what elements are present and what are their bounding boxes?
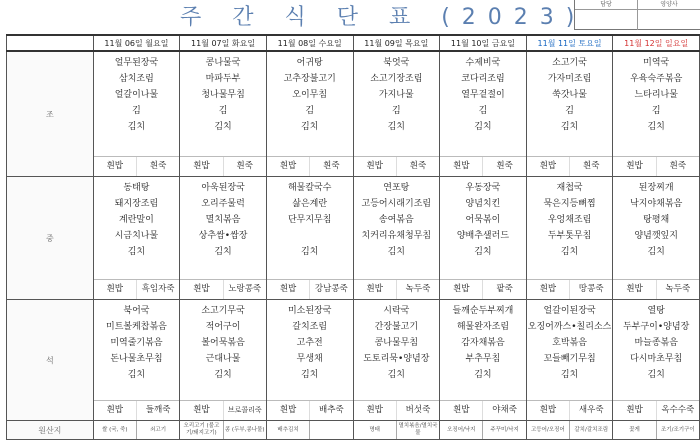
porridge-item: 노랑콩죽 xyxy=(223,280,266,299)
menu-cell xyxy=(180,177,267,300)
origin-cell xyxy=(180,421,267,440)
menu-item: 오징어까스•칠리소스 xyxy=(527,322,612,332)
menu-item: 김치 xyxy=(387,247,405,257)
menu-item: 오리주물럭 xyxy=(201,199,245,209)
menu-item: 김 xyxy=(565,106,574,116)
menu-item: 고추장불고기 xyxy=(283,74,336,84)
menu-item: 김 xyxy=(132,106,141,116)
menu-cell xyxy=(353,51,440,177)
rice-item: 흰밥 xyxy=(106,284,123,294)
menu-item: 우육숙주볶음 xyxy=(630,74,683,84)
porridge-item: 팥죽 xyxy=(482,280,525,299)
menu-cell xyxy=(180,300,267,421)
menu-item: 마파두부 xyxy=(205,74,241,84)
menu-item: 고추전 xyxy=(296,338,323,348)
menu-item: 돼지장조림 xyxy=(114,199,159,209)
menu-item: 김치 xyxy=(560,122,579,132)
menu-table xyxy=(6,34,700,440)
menu-item: 된장찌개 xyxy=(638,183,674,193)
menu-item: 김치 xyxy=(647,122,665,132)
menu-item: 콩나물국 xyxy=(205,58,241,68)
porridge-item: 녹두죽 xyxy=(656,280,699,299)
porridge-item: 흰죽 xyxy=(569,157,612,176)
origin-text: 콩 (두부,콩나물) xyxy=(223,421,266,439)
menu-cell xyxy=(353,177,440,300)
menu-item: 열무겉절이 xyxy=(461,90,505,100)
porridge-item: 브로콜리죽 xyxy=(223,401,266,420)
rice-item: 흰밥 xyxy=(626,405,643,415)
menu-cell xyxy=(93,177,180,300)
menu-item: 미소된장국 xyxy=(287,306,332,316)
menu-item: 북어국 xyxy=(123,306,150,316)
menu-item: 감자채볶음 xyxy=(461,338,505,348)
menu-item: 들깨순두부찌개 xyxy=(452,306,514,316)
rice-item: 흰밥 xyxy=(539,161,557,171)
menu-item: 두부톳무침 xyxy=(547,231,592,241)
menu-item: 김치 xyxy=(300,370,319,380)
origin-text: 멸치볶음/멸치국물 xyxy=(396,421,439,439)
rice-item: 흰밥 xyxy=(279,405,297,415)
rice-item: 흰밥 xyxy=(106,161,123,171)
menu-item: 간장불고기 xyxy=(374,322,419,332)
origin-text: 오징어/낙지 xyxy=(447,426,476,433)
origin-cell xyxy=(93,421,180,440)
menu-item: 김 xyxy=(391,106,401,116)
menu-item: 미역국 xyxy=(643,58,670,68)
menu-item: 김치 xyxy=(474,370,492,380)
porridge-item: 흰죽 xyxy=(136,157,179,176)
menu-item: 김치 xyxy=(474,247,492,257)
menu-item: 양념깻잎지 xyxy=(634,231,678,241)
rice-item: 흰밥 xyxy=(453,161,470,171)
menu-item: 코다리조림 xyxy=(461,74,505,84)
menu-item: 갈치조림 xyxy=(292,322,328,332)
menu-item: 얼갈이된장국 xyxy=(543,306,596,316)
menu-cell xyxy=(266,300,353,421)
page-title: 주 간 식 단 표 (2023) xyxy=(180,5,587,30)
rice-item: 흰밥 xyxy=(626,161,643,171)
rice-item: 흰밥 xyxy=(453,405,470,415)
rice-item: 흰밥 xyxy=(366,405,383,415)
menu-item: 얼갈이나물 xyxy=(114,90,159,100)
menu-item: 무생채 xyxy=(296,354,323,364)
rice-item: 흰밥 xyxy=(193,284,210,294)
origin-text xyxy=(309,421,352,439)
menu-item: 소고기장조림 xyxy=(370,74,423,84)
menu-item: 양배추샐러드 xyxy=(456,231,510,241)
origin-cell xyxy=(440,421,527,440)
menu-cell xyxy=(526,51,613,177)
origin-text: 오리고기 (불고기/돼지고기) xyxy=(183,423,220,436)
day-header-saturday: 11월 11일 토요일 xyxy=(526,35,613,51)
menu-item: 부추무침 xyxy=(465,354,501,364)
origin-text: 고등어/오징어 xyxy=(531,426,565,433)
day-header: 11월 07일 화요일 xyxy=(180,35,267,51)
menu-item: 청나물무침 xyxy=(201,90,245,100)
menu-item: 마늘종볶음 xyxy=(634,338,678,348)
menu-item: 느타리나물 xyxy=(634,90,678,100)
porridge-item: 땅콩죽 xyxy=(569,280,612,299)
menu-item: 수제비국 xyxy=(465,58,501,68)
rice-item: 흰밥 xyxy=(366,284,383,294)
menu-item: 김치 xyxy=(214,122,232,132)
menu-cell xyxy=(93,300,180,421)
menu-item: 다시마초무침 xyxy=(630,354,683,364)
menu-item: 열탕 xyxy=(647,306,665,316)
menu-item: 김치 xyxy=(300,122,319,132)
menu-item: 김치 xyxy=(214,370,232,380)
origin-label: 원산지 xyxy=(7,421,94,440)
menu-cell xyxy=(613,300,700,421)
menu-item: 북엇국 xyxy=(383,58,410,68)
menu-cell xyxy=(266,177,353,300)
menu-item: 김 xyxy=(305,106,315,116)
menu-item: 소고기무국 xyxy=(201,306,245,316)
menu-cell xyxy=(180,51,267,177)
menu-item: 도토리묵•양념장 xyxy=(363,354,430,364)
porridge-item: 새우죽 xyxy=(569,401,612,420)
menu-item: 김치 xyxy=(560,370,579,380)
rice-item: 흰밥 xyxy=(193,161,210,171)
menu-cell xyxy=(440,177,527,300)
menu-cell xyxy=(93,51,180,177)
meal-label: 조 xyxy=(7,51,94,177)
menu-item: 미트볼케찹볶음 xyxy=(106,322,167,332)
menu-item: 가자미조림 xyxy=(547,74,592,84)
menu-cell xyxy=(526,177,613,300)
menu-item: 시락국 xyxy=(383,306,410,316)
menu-item xyxy=(267,228,353,244)
menu-cell xyxy=(266,51,353,177)
menu-cell xyxy=(353,300,440,421)
menu-item: 묵은지등뼈찜 xyxy=(543,199,596,209)
menu-item: 적어구이 xyxy=(205,322,241,332)
menu-item: 가지나물 xyxy=(378,90,414,100)
menu-item: 멸치볶음 xyxy=(205,215,241,225)
menu-item: 낙지야채볶음 xyxy=(630,199,683,209)
menu-item: 고등어시래기조림 xyxy=(361,199,432,209)
menu-item: 김치 xyxy=(387,370,405,380)
menu-item: 꼬들빼기무침 xyxy=(543,354,596,364)
day-header-sunday: 11월 12일 일요일 xyxy=(613,35,700,51)
menu-item: 김치 xyxy=(127,122,146,132)
menu-item: 김치 xyxy=(647,247,665,257)
porridge-item: 들깨죽 xyxy=(136,401,179,420)
origin-text: 주꾸미/낙지 xyxy=(482,421,525,439)
meal-row xyxy=(7,177,700,300)
approval-box xyxy=(574,0,700,30)
menu-item: 호박볶음 xyxy=(552,338,587,348)
rice-item: 흰밥 xyxy=(279,284,297,294)
menu-cell xyxy=(613,177,700,300)
origin-text: 갈치/갈치조림 xyxy=(569,421,612,439)
menu-cell xyxy=(613,51,700,177)
menu-cell xyxy=(440,300,527,421)
porridge-item: 배추죽 xyxy=(309,401,352,420)
porridge-item: 버섯죽 xyxy=(396,401,439,420)
menu-item: 얼무된장국 xyxy=(114,58,159,68)
menu-item: 김치 xyxy=(127,247,146,257)
menu-item: 김치 xyxy=(560,247,579,257)
rice-item: 흰밥 xyxy=(453,284,470,294)
menu-item: 우동장국 xyxy=(465,183,501,193)
origin-cell xyxy=(353,421,440,440)
meal-label: 석 xyxy=(7,300,94,421)
day-header-row xyxy=(7,35,700,51)
porridge-item: 흰죽 xyxy=(223,157,266,176)
menu-item: 돈나물초무침 xyxy=(110,354,163,364)
day-header: 11월 06일 월요일 xyxy=(93,35,180,51)
porridge-item: 흰죽 xyxy=(396,157,439,176)
menu-item: 송여볶음 xyxy=(378,215,414,225)
menu-item: 볼어묵볶음 xyxy=(201,338,245,348)
menu-cell xyxy=(440,51,527,177)
menu-item: 미역줄기볶음 xyxy=(110,338,163,348)
menu-item: 김 xyxy=(478,106,488,116)
menu-item: 치커리유채청무침 xyxy=(361,231,432,241)
rice-item: 흰밥 xyxy=(279,161,297,171)
menu-item: 양념치킨 xyxy=(465,199,501,209)
origin-cell xyxy=(526,421,613,440)
porridge-item: 흰죽 xyxy=(482,157,525,176)
meal-row xyxy=(7,300,700,421)
menu-item: 단무지무침 xyxy=(287,215,332,225)
origin-text: 쌀 (국, 죽) xyxy=(102,426,128,433)
menu-item: 어귀탕 xyxy=(296,58,323,68)
menu-item: 김 xyxy=(218,106,228,116)
menu-item: 아욱된장국 xyxy=(201,183,245,193)
menu-item: 김치 xyxy=(647,370,665,380)
porridge-item: 옥수수죽 xyxy=(656,401,699,420)
menu-item: 콩나물무침 xyxy=(374,338,419,348)
origin-text: 꽃게 xyxy=(629,426,640,433)
porridge-item: 흑임자죽 xyxy=(136,280,179,299)
approval-sign-2 xyxy=(637,10,700,30)
meal-label: 중 xyxy=(7,177,94,300)
rice-item: 흰밥 xyxy=(539,284,557,294)
approval-label-2: 영양사 xyxy=(637,0,700,9)
rice-item: 흰밥 xyxy=(626,284,643,294)
menu-cell xyxy=(526,300,613,421)
menu-item: 쑥갓나물 xyxy=(552,90,587,100)
day-header: 11월 09일 목요일 xyxy=(353,35,440,51)
menu-item: 소고기국 xyxy=(552,58,587,68)
day-header: 11월 10일 금요일 xyxy=(440,35,527,51)
origin-text: 조기/조기구이 xyxy=(656,421,699,439)
day-header: 11월 08일 수요일 xyxy=(266,35,353,51)
rice-item: 흰밥 xyxy=(193,405,210,415)
menu-item: 탕평채 xyxy=(643,215,670,225)
menu-item: 김치 xyxy=(300,247,319,257)
menu-item: 해물칼국수 xyxy=(287,183,332,193)
menu-item: 동태탕 xyxy=(123,183,150,193)
origin-text: 명태 xyxy=(369,426,380,433)
approval-sign-1 xyxy=(575,10,637,30)
meal-row xyxy=(7,51,700,177)
porridge-item: 야채죽 xyxy=(482,401,525,420)
menu-item: 연포탕 xyxy=(383,183,410,193)
rice-item: 흰밥 xyxy=(366,161,383,171)
menu-item: 김치 xyxy=(214,247,232,257)
menu-item: 오이무침 xyxy=(292,90,328,100)
menu-item: 김치 xyxy=(387,122,405,132)
rice-item: 흰밥 xyxy=(539,405,557,415)
menu-item: 재첩국 xyxy=(556,183,583,193)
origin-cell xyxy=(613,421,700,440)
origin-text: 쇠고기 xyxy=(136,421,179,439)
menu-item: 우엉채조림 xyxy=(547,215,592,225)
menu-item: 두부구이•양념장 xyxy=(623,322,690,332)
menu-item: 김 xyxy=(651,106,661,116)
origin-text: 배추김치 xyxy=(277,426,299,433)
porridge-item: 강남콩죽 xyxy=(309,280,352,299)
menu-item: 김치 xyxy=(474,122,492,132)
menu-item: 삼치조림 xyxy=(119,74,154,84)
rice-item: 흰밥 xyxy=(106,405,123,415)
menu-item: 계란말이 xyxy=(119,215,154,225)
approval-label-1: 담당 xyxy=(600,1,612,8)
menu-item: 시금치나물 xyxy=(114,231,159,241)
header-corner xyxy=(7,35,94,51)
menu-item: 근대나물 xyxy=(205,354,241,364)
porridge-item: 흰죽 xyxy=(309,157,352,176)
menu-item: 상추쌈•쌈장 xyxy=(198,231,248,241)
origin-row xyxy=(7,421,700,440)
porridge-item: 녹두죽 xyxy=(396,280,439,299)
menu-item: 어묵볶이 xyxy=(465,215,501,225)
menu-item: 해물완자조림 xyxy=(456,322,510,332)
porridge-item: 흰죽 xyxy=(656,157,699,176)
menu-item: 삶은계란 xyxy=(292,199,328,209)
origin-cell xyxy=(266,421,353,440)
menu-item: 김치 xyxy=(127,370,146,380)
